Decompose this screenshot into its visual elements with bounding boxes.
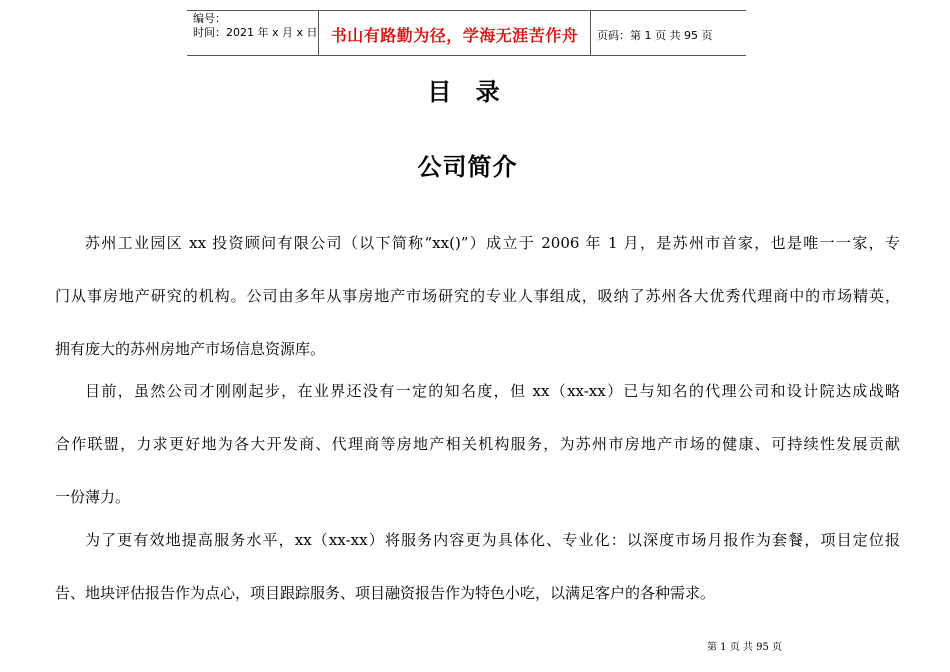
section-heading: 公司简介 [417,153,518,181]
header-number-label: 编号： [193,12,226,25]
page-footer: 第 1 页 共 95 页 [707,642,782,653]
paragraph-line: 门从事房地产研究的机构。公司由多年从事房地产市场研究的专业人事组成，吸纳了苏州各大优秀代理商中的市场精英， [55,287,900,305]
paragraph-line: 目前，虽然公司才刚刚起步，在业界还没有一定的知名度，但 xx（xx-xx）已与知名的代理公司和设计院达成战略 [85,382,900,400]
paragraph-line: 拥有庞大的苏州房地产市场信息资源库。 [55,340,326,358]
paragraph-line: 为了更有效地提高服务水平，xx（xx-xx）将服务内容更为具体化、专业化：以深度市场月报作为套餐，项目定位报 [85,531,900,549]
paragraph-line: 告、地块评估报告作为点心，项目跟踪服务、项目融资报告作为特色小吃，以满足客户的各种需求。 [55,584,716,602]
page-title: 目 录 [427,78,508,106]
page-header [187,10,746,56]
header-motto: 书山有路勤为径，学海无涯苦作舟 [319,11,591,55]
paragraph-line: 苏州工业园区 xx 投资顾问有限公司（以下简称“xx()”）成立于 2006 年 1 月，是苏州市首家，也是唯一一家，专 [85,234,900,252]
header-time-label: 时间：2021 年 x 月 x 日 [193,26,318,39]
paragraph-line: 一份薄力。 [55,488,131,506]
header-meta [187,11,319,55]
header-page-info: 页码：第 1 页 共 95 页 [597,29,713,42]
paragraph-line: 合作联盟，力求更好地为各大开发商、代理商等房地产相关机构服务，为苏州市房地产市场的健康、可持续性发展贡献 [55,435,900,453]
